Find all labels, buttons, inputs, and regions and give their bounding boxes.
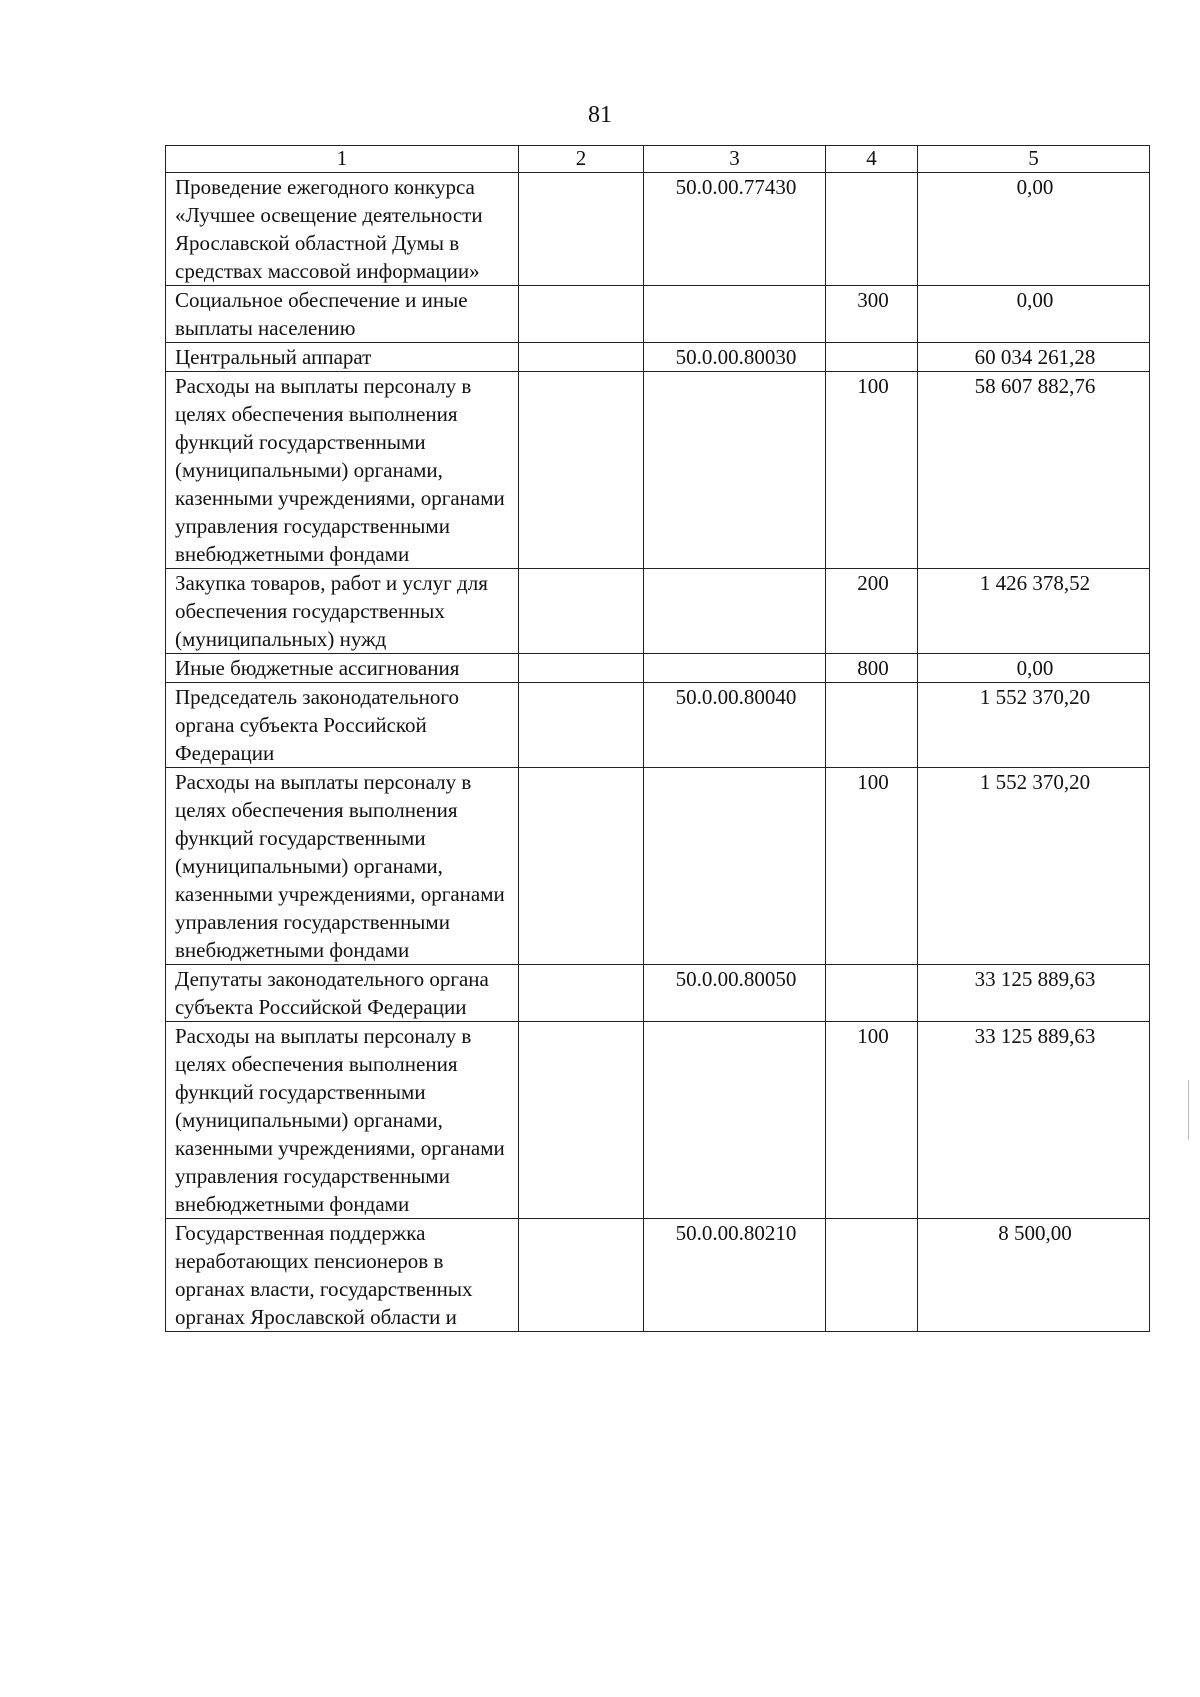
table-row — [166, 286, 1150, 343]
row-target-code — [644, 286, 826, 343]
table-row — [166, 1022, 1150, 1219]
row-col2 — [519, 1219, 644, 1332]
row-expense-type — [826, 343, 918, 372]
row-name: Иные бюджетные ассигнования — [166, 654, 519, 683]
row-name: Центральный аппарат — [166, 343, 519, 372]
row-name: Расходы на выплаты персоналу в целях обеспечения выполнения функций государственными (муниципальными) органами, казенными учреждениями, органами управления государственными внебюджетными фондами — [166, 1022, 519, 1219]
row-target-code — [644, 654, 826, 683]
row-amount: 1 552 370,20 — [918, 768, 1150, 965]
row-col2 — [519, 654, 644, 683]
row-col2 — [519, 569, 644, 654]
table-row — [166, 683, 1150, 768]
scan-margin-mark — [1188, 1080, 1189, 1140]
row-target-code — [644, 569, 826, 654]
row-amount: 1 426 378,52 — [918, 569, 1150, 654]
table-row — [166, 768, 1150, 965]
row-name: Председатель законодательного органа субъекта Российской Федерации — [166, 683, 519, 768]
row-expense-type — [826, 965, 918, 1022]
budget-table — [165, 145, 1150, 1332]
row-col2 — [519, 343, 644, 372]
table-row — [166, 372, 1150, 569]
table-row — [166, 965, 1150, 1022]
row-amount: 1 552 370,20 — [918, 683, 1150, 768]
row-name: Расходы на выплаты персоналу в целях обеспечения выполнения функций государственными (муниципальными) органами, казенными учреждениями, органами управления государственными внебюджетными фондами — [166, 768, 519, 965]
header-col-5: 5 — [918, 146, 1150, 173]
row-name: Социальное обеспечение и иные выплаты населению — [166, 286, 519, 343]
row-name: Государственная поддержка неработающих пенсионеров в органах власти, государственных органах Ярославской области и — [166, 1219, 519, 1332]
row-expense-type: 300 — [826, 286, 918, 343]
header-col-3: 3 — [644, 146, 826, 173]
row-expense-type — [826, 683, 918, 768]
row-col2 — [519, 683, 644, 768]
row-target-code — [644, 1022, 826, 1219]
row-target-code — [644, 372, 826, 569]
row-amount: 33 125 889,63 — [918, 965, 1150, 1022]
row-amount: 33 125 889,63 — [918, 1022, 1150, 1219]
row-col2 — [519, 286, 644, 343]
row-expense-type: 100 — [826, 1022, 918, 1219]
table-row — [166, 1219, 1150, 1332]
row-expense-type: 200 — [826, 569, 918, 654]
row-amount: 0,00 — [918, 173, 1150, 286]
row-expense-type: 800 — [826, 654, 918, 683]
row-name: Проведение ежегодного конкурса «Лучшее освещение деятельности Ярославской областной Думы в средствах массовой информации» — [166, 173, 519, 286]
row-expense-type — [826, 1219, 918, 1332]
row-name: Расходы на выплаты персоналу в целях обеспечения выполнения функций государственными (муниципальными) органами, казенными учреждениями, органами управления государственными внебюджетными фондами — [166, 372, 519, 569]
page-number: 81 — [588, 102, 612, 128]
row-target-code: 50.0.00.77430 — [644, 173, 826, 286]
row-col2 — [519, 173, 644, 286]
row-target-code: 50.0.00.80040 — [644, 683, 826, 768]
header-col-1: 1 — [166, 146, 519, 173]
table-row — [166, 569, 1150, 654]
table-row — [166, 343, 1150, 372]
row-amount: 0,00 — [918, 286, 1150, 343]
row-amount: 0,00 — [918, 654, 1150, 683]
row-amount: 8 500,00 — [918, 1219, 1150, 1332]
row-col2 — [519, 372, 644, 569]
row-target-code: 50.0.00.80210 — [644, 1219, 826, 1332]
row-name: Закупка товаров, работ и услуг для обеспечения государственных (муниципальных) нужд — [166, 569, 519, 654]
row-target-code: 50.0.00.80030 — [644, 343, 826, 372]
row-target-code: 50.0.00.80050 — [644, 965, 826, 1022]
row-col2 — [519, 1022, 644, 1219]
row-expense-type — [826, 173, 918, 286]
row-amount: 60 034 261,28 — [918, 343, 1150, 372]
header-col-4: 4 — [826, 146, 918, 173]
row-col2 — [519, 768, 644, 965]
row-name: Депутаты законодательного органа субъекта Российской Федерации — [166, 965, 519, 1022]
table-row — [166, 173, 1150, 286]
row-expense-type: 100 — [826, 768, 918, 965]
row-target-code — [644, 768, 826, 965]
header-col-2: 2 — [519, 146, 644, 173]
row-amount: 58 607 882,76 — [918, 372, 1150, 569]
row-expense-type: 100 — [826, 372, 918, 569]
row-col2 — [519, 965, 644, 1022]
table-row — [166, 654, 1150, 683]
table-header-row — [166, 146, 1150, 173]
